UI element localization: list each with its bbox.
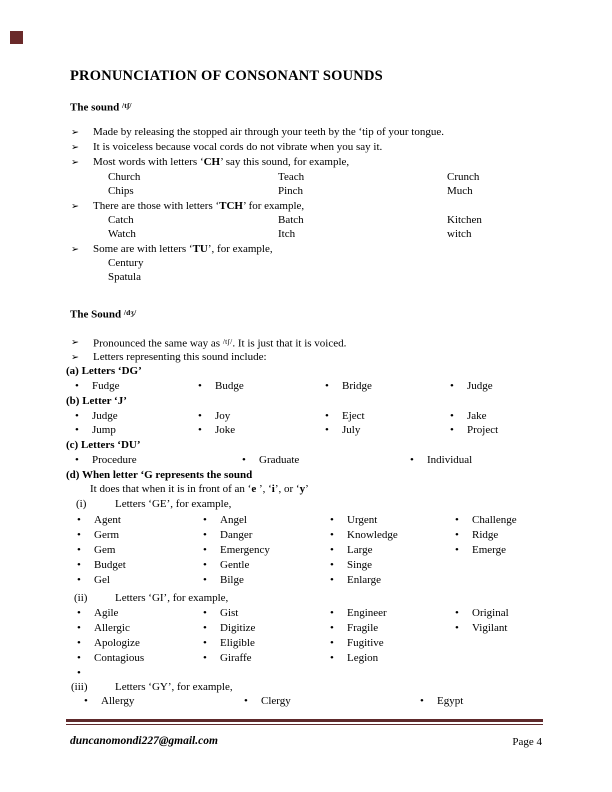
bullet-icon: • bbox=[330, 529, 334, 541]
example-word: Agent bbox=[94, 514, 121, 526]
bullet-icon: • bbox=[420, 695, 424, 707]
bullet-icon: • bbox=[450, 424, 454, 436]
section-heading bbox=[70, 306, 136, 322]
roman-numeral: (ii) bbox=[74, 592, 88, 604]
example-word: Challenge bbox=[472, 514, 517, 526]
page-number: Page 4 bbox=[512, 736, 542, 748]
example-word: Eject bbox=[342, 410, 365, 422]
corner-marker bbox=[10, 31, 23, 44]
example-word: Crunch bbox=[447, 171, 480, 183]
arrow-list-item bbox=[71, 140, 612, 154]
text-run: Letters ‘GI’, for example, bbox=[115, 592, 229, 604]
arrow-list-item bbox=[71, 199, 612, 213]
bullet-icon: • bbox=[203, 574, 207, 586]
bullet-icon: • bbox=[203, 637, 207, 649]
example-word: Individual bbox=[427, 454, 473, 466]
text-run: ’ say this sound, for example, bbox=[220, 156, 350, 168]
example-word: Gem bbox=[94, 544, 116, 556]
arrow-bullet-icon: ➢ bbox=[71, 127, 79, 138]
example-word: Jake bbox=[467, 410, 487, 422]
phonetic-symbol: /dʒ/ bbox=[123, 308, 137, 317]
bullet-icon: • bbox=[198, 410, 202, 422]
text-run: Letters representing this sound include: bbox=[93, 351, 267, 363]
arrow-list-item bbox=[71, 242, 612, 256]
bullet-icon: • bbox=[77, 607, 81, 619]
bullet-icon: • bbox=[75, 410, 79, 422]
bullet-icon: • bbox=[77, 637, 81, 649]
example-word: Singe bbox=[347, 559, 373, 571]
example-word: Ridge bbox=[472, 529, 499, 541]
example-word: Enlarge bbox=[347, 574, 382, 586]
bullet-icon: • bbox=[455, 622, 459, 634]
arrow-bullet-icon: ➢ bbox=[71, 352, 79, 363]
example-word: Much bbox=[447, 185, 473, 197]
example-word: Graduate bbox=[259, 454, 300, 466]
bullet-icon: • bbox=[77, 652, 81, 664]
page-title bbox=[70, 68, 383, 84]
example-word: Gist bbox=[220, 607, 239, 619]
example-word: Joke bbox=[215, 424, 236, 436]
bullet-icon: • bbox=[330, 559, 334, 571]
text-run: (a) Letters ‘DG’ bbox=[66, 365, 142, 377]
example-word: Kitchen bbox=[447, 214, 482, 226]
bullet-icon: • bbox=[330, 514, 334, 526]
text-run: Letters ‘GY’, for example, bbox=[115, 681, 233, 693]
bullet-icon: • bbox=[198, 380, 202, 392]
text-run: Letters ‘GE’, for example, bbox=[115, 498, 232, 510]
roman-numeral: (iii) bbox=[71, 681, 88, 693]
example-word: July bbox=[342, 424, 361, 436]
example-word: Judge bbox=[92, 410, 118, 422]
bullet-icon: • bbox=[203, 652, 207, 664]
bullet-icon: • bbox=[203, 607, 207, 619]
bullet-icon: • bbox=[77, 622, 81, 634]
bullet-icon: • bbox=[203, 559, 207, 571]
bullet-icon: • bbox=[244, 695, 248, 707]
bullet-icon: • bbox=[455, 544, 459, 556]
text-run: ’ for example, bbox=[242, 200, 305, 212]
bullet-icon: • bbox=[77, 544, 81, 556]
bullet-icon: • bbox=[203, 544, 207, 556]
example-word: Large bbox=[347, 544, 373, 556]
example-word: Chips bbox=[108, 185, 134, 197]
example-word: Eligible bbox=[220, 637, 255, 649]
roman-list-line bbox=[74, 591, 612, 605]
bullet-icon: • bbox=[330, 622, 334, 634]
example-word: Gel bbox=[94, 574, 110, 586]
bullet-icon: • bbox=[77, 667, 81, 679]
bullet-icon: • bbox=[75, 380, 79, 392]
example-word: Engineer bbox=[347, 607, 387, 619]
example-word: Danger bbox=[220, 529, 253, 541]
arrow-list-item bbox=[71, 125, 612, 139]
sub-heading bbox=[66, 394, 127, 408]
roman-list-line bbox=[76, 497, 612, 511]
text-run: Pronounced the same way as bbox=[93, 337, 223, 350]
bullet-icon: • bbox=[75, 454, 79, 466]
text-run: Made by releasing the stopped air through your teeth by the ‘tip of your tongue. bbox=[93, 126, 444, 138]
example-word: Original bbox=[472, 607, 509, 619]
example-word: Bridge bbox=[342, 380, 372, 392]
bullet-icon: • bbox=[450, 380, 454, 392]
text-run: ’, or ‘ bbox=[274, 483, 300, 495]
text-run: Some are with letters ‘ bbox=[93, 243, 193, 255]
example-word: Allergy bbox=[101, 695, 135, 707]
example-word: Teach bbox=[278, 171, 305, 183]
arrow-bullet-icon: ➢ bbox=[71, 201, 79, 212]
text-run: It does that when it is in front of an ‘ bbox=[90, 483, 252, 495]
example-word: Germ bbox=[94, 529, 120, 541]
bold-text: CH bbox=[203, 156, 221, 168]
example-word: Apologize bbox=[94, 637, 140, 649]
footer-rule-thin bbox=[66, 724, 543, 725]
sub-heading bbox=[66, 438, 141, 452]
arrow-bullet-icon: ➢ bbox=[71, 142, 79, 153]
bold-text: TU bbox=[192, 243, 208, 255]
example-word: Fugitive bbox=[347, 637, 384, 649]
example-word: Watch bbox=[108, 228, 136, 240]
example-word: Joy bbox=[215, 410, 231, 422]
bullet-icon: • bbox=[330, 637, 334, 649]
text-run: ’ bbox=[305, 483, 309, 495]
arrow-list-item bbox=[71, 335, 612, 351]
bold-text: i bbox=[271, 483, 275, 495]
text-run: The Sound bbox=[70, 308, 124, 321]
example-word: Budget bbox=[94, 559, 126, 571]
bullet-icon: • bbox=[330, 544, 334, 556]
example-word: Pinch bbox=[278, 185, 304, 197]
text-run: (c) Letters ‘DU’ bbox=[66, 439, 141, 451]
arrow-bullet-icon: ➢ bbox=[71, 244, 79, 255]
bullet-icon: • bbox=[330, 574, 334, 586]
example-word: Allergic bbox=[94, 622, 130, 634]
arrow-bullet-icon: ➢ bbox=[71, 157, 79, 168]
bullet-icon: • bbox=[455, 607, 459, 619]
example-word: Church bbox=[108, 171, 141, 183]
bullet-icon: • bbox=[325, 424, 329, 436]
example-word: Itch bbox=[278, 228, 296, 240]
example-word: Legion bbox=[347, 652, 379, 664]
example-word: Egypt bbox=[437, 695, 464, 707]
bullet-icon: • bbox=[77, 514, 81, 526]
example-word: Procedure bbox=[92, 454, 137, 466]
phonetic-symbol: /tʃ/ bbox=[222, 337, 233, 346]
bold-text: y bbox=[299, 483, 306, 495]
bullet-icon: • bbox=[410, 454, 414, 466]
example-word: Contagious bbox=[94, 652, 145, 664]
example-word: Vigilant bbox=[472, 622, 508, 634]
example-word: Digitize bbox=[220, 622, 256, 634]
bullet-icon: • bbox=[203, 514, 207, 526]
bold-text: TCH bbox=[219, 200, 243, 212]
bullet-icon: • bbox=[77, 529, 81, 541]
bold-text: e bbox=[251, 483, 257, 495]
example-word: Agile bbox=[94, 607, 119, 619]
footer-email: duncanomondi227@gmail.com bbox=[70, 735, 218, 747]
bullet-icon: • bbox=[75, 424, 79, 436]
text-run: It is voiceless because vocal cords do not vibrate when you say it. bbox=[93, 141, 383, 153]
example-word: Budge bbox=[215, 380, 244, 392]
text-run: ’, for example, bbox=[207, 243, 273, 255]
bullet-icon: • bbox=[242, 454, 246, 466]
roman-numeral: (i) bbox=[76, 498, 87, 510]
text-run: Most words with letters ‘ bbox=[93, 156, 204, 168]
sub-heading bbox=[66, 364, 142, 378]
roman-list-line bbox=[71, 680, 612, 694]
example-word: Angel bbox=[220, 514, 247, 526]
example-word: Emerge bbox=[472, 544, 507, 556]
section-heading bbox=[70, 99, 132, 115]
example-word: Jump bbox=[92, 424, 116, 436]
example-word: Urgent bbox=[347, 514, 378, 526]
bullet-icon: • bbox=[77, 559, 81, 571]
example-word: Gentle bbox=[220, 559, 250, 571]
example-word: Bilge bbox=[220, 574, 244, 586]
bullet-icon: • bbox=[325, 410, 329, 422]
example-word: Fragile bbox=[347, 622, 379, 634]
text-run: The sound bbox=[70, 101, 122, 114]
text-run: . It is just that it is voiced. bbox=[232, 337, 347, 350]
arrow-list-item bbox=[71, 350, 612, 364]
example-word: Spatula bbox=[108, 271, 141, 283]
bullet-icon: • bbox=[455, 514, 459, 526]
example-word: Century bbox=[108, 257, 144, 269]
sub-heading bbox=[66, 468, 252, 482]
arrow-bullet-icon: ➢ bbox=[71, 337, 79, 348]
example-word: Project bbox=[467, 424, 499, 436]
text-run: (d) When letter ‘G represents the sound bbox=[66, 469, 253, 481]
bullet-icon: • bbox=[330, 607, 334, 619]
bullet-icon: • bbox=[84, 695, 88, 707]
footer-rule-thick bbox=[66, 719, 543, 722]
arrow-list-item bbox=[71, 155, 612, 169]
text-run: There are those with letters ‘ bbox=[93, 200, 220, 212]
text-run: PRONUNCIATION OF CONSONANT SOUNDS bbox=[70, 68, 383, 84]
example-word: Catch bbox=[108, 214, 134, 226]
bullet-icon: • bbox=[325, 380, 329, 392]
bullet-icon: • bbox=[455, 529, 459, 541]
example-word: Batch bbox=[278, 214, 304, 226]
phonetic-symbol: /tʃ/ bbox=[121, 101, 132, 110]
example-word: witch bbox=[447, 228, 472, 240]
bullet-icon: • bbox=[77, 574, 81, 586]
example-word: Fudge bbox=[92, 380, 120, 392]
bullet-icon: • bbox=[203, 622, 207, 634]
bullet-icon: • bbox=[330, 652, 334, 664]
example-word: Knowledge bbox=[347, 529, 398, 541]
example-word: Emergency bbox=[220, 544, 270, 556]
text-run: ’, ‘ bbox=[256, 483, 272, 495]
bullet-icon: • bbox=[450, 410, 454, 422]
example-word: Clergy bbox=[261, 695, 291, 707]
text-run: (b) Letter ‘J’ bbox=[66, 395, 127, 407]
body-line bbox=[90, 482, 309, 496]
bullet-icon: • bbox=[198, 424, 202, 436]
bullet-icon: • bbox=[203, 529, 207, 541]
example-word: Giraffe bbox=[220, 652, 252, 664]
example-word: Judge bbox=[467, 380, 493, 392]
